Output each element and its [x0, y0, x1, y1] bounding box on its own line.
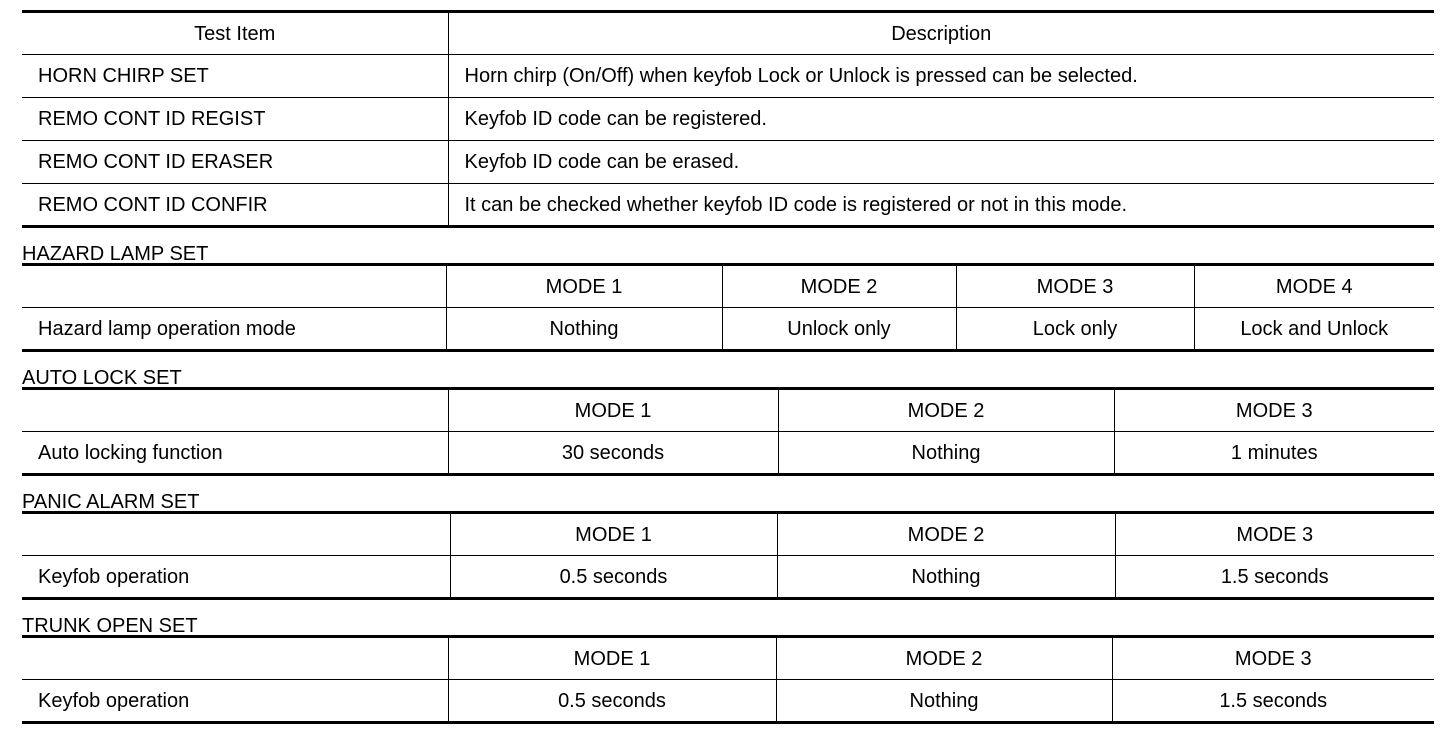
mode-value: Nothing: [446, 308, 722, 351]
table-header-row: [22, 12, 1434, 55]
mode-value: 1 minutes: [1114, 432, 1434, 475]
mode-value: 0.5 seconds: [450, 556, 777, 599]
row-label: Keyfob operation: [22, 556, 450, 599]
row-label: Hazard lamp operation mode: [22, 308, 446, 351]
mode-value: 30 seconds: [448, 432, 778, 475]
table-row: [22, 141, 1434, 184]
description-cell: Keyfob ID code can be registered.: [448, 98, 1434, 141]
test-item-cell: HORN CHIRP SET: [22, 55, 448, 98]
mode-header-row: [22, 637, 1434, 680]
mode-header: MODE 3: [1115, 513, 1434, 556]
mode-header: MODE 1: [446, 265, 722, 308]
mode-header: MODE 1: [448, 389, 778, 432]
description-cell: Keyfob ID code can be erased.: [448, 141, 1434, 184]
header-test-item: Test Item: [194, 22, 276, 45]
test-item-table: [22, 10, 1434, 228]
mode-header: MODE 1: [450, 513, 777, 556]
table-row: [22, 432, 1434, 475]
auto-lock-title-text: AUTO LOCK SET: [22, 367, 182, 389]
document-page: [22, 10, 1434, 724]
mode-value: Nothing: [776, 680, 1112, 723]
hazard-table: [22, 263, 1434, 352]
mode-header-row: [22, 265, 1434, 308]
trunk-title-text: TRUNK OPEN SET: [22, 615, 198, 637]
mode-header: MODE 2: [722, 265, 956, 308]
table-row: [22, 55, 1434, 98]
mode-value: Nothing: [778, 432, 1114, 475]
trunk-section-title: [22, 600, 1434, 635]
table-row: [22, 556, 1434, 599]
row-label: Keyfob operation: [22, 680, 448, 723]
mode-header: MODE 2: [777, 513, 1115, 556]
mode-header: MODE 2: [776, 637, 1112, 680]
mode-header: MODE 3: [956, 265, 1194, 308]
mode-header: MODE 2: [778, 389, 1114, 432]
test-item-cell: REMO CONT ID ERASER: [22, 141, 448, 184]
panic-section-title: [22, 476, 1434, 511]
auto-lock-section-title: [22, 352, 1434, 387]
description-cell: Horn chirp (On/Off) when keyfob Lock or Unlock is pressed can be selected.: [448, 55, 1434, 98]
mode-header: MODE 4: [1194, 265, 1434, 308]
mode-value: Unlock only: [722, 308, 956, 351]
mode-value: 0.5 seconds: [448, 680, 776, 723]
panic-alarm-table: [22, 511, 1434, 600]
table-row: [22, 308, 1434, 351]
table-row: [22, 184, 1434, 227]
mode-header-row: [22, 389, 1434, 432]
panic-title-text: PANIC ALARM SET: [22, 491, 200, 513]
mode-value: Lock only: [956, 308, 1194, 351]
mode-header: MODE 3: [1114, 389, 1434, 432]
trunk-open-table: [22, 635, 1434, 724]
mode-value: Nothing: [777, 556, 1115, 599]
test-item-cell: REMO CONT ID CONFIR: [22, 184, 448, 227]
table-row: [22, 680, 1434, 723]
mode-header: MODE 3: [1112, 637, 1434, 680]
test-item-cell: REMO CONT ID REGIST: [22, 98, 448, 141]
row-label: Auto locking function: [22, 432, 448, 475]
hazard-section-title: [22, 228, 1434, 263]
header-description: Description: [448, 12, 1434, 55]
mode-value: 1.5 seconds: [1112, 680, 1434, 723]
mode-value: Lock and Unlock: [1194, 308, 1434, 351]
table-row: [22, 98, 1434, 141]
description-cell: It can be checked whether keyfob ID code is registered or not in this mode.: [448, 184, 1434, 227]
auto-lock-table: [22, 387, 1434, 476]
hazard-title-text: HAZARD LAMP SET: [22, 243, 209, 265]
mode-header: MODE 1: [448, 637, 776, 680]
mode-header-row: [22, 513, 1434, 556]
mode-value: 1.5 seconds: [1115, 556, 1434, 599]
